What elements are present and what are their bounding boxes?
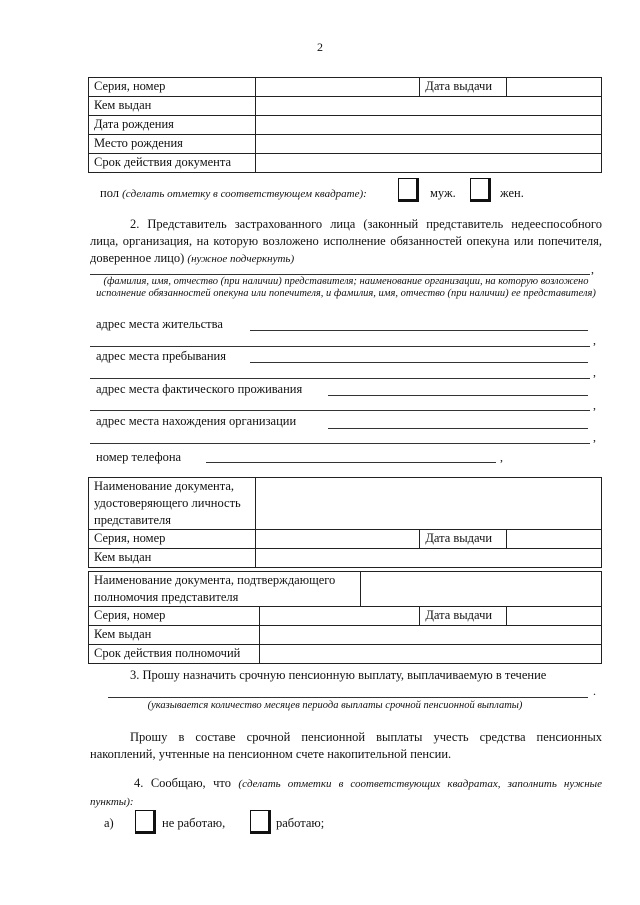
org-address-line-2[interactable] [90, 443, 590, 444]
rep-issue-date-label: Дата выдачи [420, 530, 507, 549]
auth-series-number-label: Серия, номер [89, 607, 260, 626]
section-2-body: 2. Представитель застрахованного лица (законный представитель недееспособного лица, организация, на которую возложено исполнение обязанностей опекуна или попечителя, доверенное лицо) [90, 217, 602, 265]
section-2-text [90, 216, 602, 268]
section-3-paragraph: Прошу в составе срочной пенсионной выплаты учесть средства пенсионных накоплений, учтенные на пенсионном счете накопительной пенсии. [90, 730, 602, 761]
id-doc-name-field[interactable] [255, 478, 601, 530]
working-checkbox[interactable] [250, 810, 271, 834]
birth-place-label: Место рождения [89, 135, 256, 154]
item-a-label: а) [104, 816, 114, 830]
actual-address-line-2[interactable] [90, 410, 590, 411]
validity-field[interactable] [255, 154, 601, 173]
residence-address-line-1[interactable] [250, 330, 588, 331]
residence-address-line-2[interactable] [90, 346, 590, 347]
not-working-label: не работаю, [162, 816, 226, 830]
rep-issued-by-field[interactable] [255, 549, 601, 568]
auth-series-number-field[interactable] [259, 607, 420, 626]
authority-document-table [88, 571, 602, 664]
section-4-body: 4. Сообщаю, что [134, 776, 231, 790]
section-3-text: 3. Прошу назначить срочную пенсионную выплату, выплачиваемую в течение [130, 668, 547, 682]
male-label: муж. [430, 186, 456, 200]
actual-address-label: адрес места фактического проживания [96, 382, 303, 396]
issued-by-field[interactable] [255, 97, 601, 116]
representative-id-table [88, 477, 602, 568]
payment-period-line[interactable] [108, 697, 588, 698]
org-address-line-1[interactable] [328, 428, 588, 429]
residence-address-label: адрес места жительства [96, 317, 223, 331]
payment-period-caption: (указывается количество месяцев периода выплаты срочной пенсионной выплаты) [147, 700, 523, 711]
representative-caption [90, 276, 602, 300]
auth-issue-date-field[interactable] [507, 607, 602, 626]
auth-issue-date-label: Дата выдачи [420, 607, 507, 626]
working-label: работаю; [276, 816, 325, 830]
identity-document-table [88, 77, 602, 173]
phone-line[interactable] [206, 462, 496, 463]
org-address-label: адрес места нахождения организации [96, 414, 297, 428]
auth-validity-label: Срок действия полномочий [89, 645, 260, 664]
auth-issued-by-field[interactable] [259, 626, 601, 645]
stay-address-line-2[interactable] [90, 378, 590, 379]
birth-place-field[interactable] [255, 135, 601, 154]
section-4-hint: (сделать отметки в соответствующих квадратах, заполнить нужные пункты): [90, 778, 603, 808]
auth-doc-name-field[interactable] [360, 572, 601, 607]
auth-doc-name-label: Наименование документа, подтверждающего полномочия представителя [89, 572, 361, 607]
validity-label: Срок действия документа [89, 154, 256, 173]
section-2-hint: (нужное подчеркнуть) [187, 253, 295, 265]
series-number-label: Серия, номер [89, 78, 256, 97]
gender-label-group [100, 186, 367, 201]
page-number: 2 [317, 40, 323, 54]
gender-hint: (сделать отметку в соответствующем квадрате): [122, 188, 367, 200]
rep-series-number-field[interactable] [255, 530, 420, 549]
issue-date-field[interactable] [507, 78, 602, 97]
gender-label: пол [100, 186, 120, 200]
birth-date-label: Дата рождения [89, 116, 256, 135]
representative-name-line[interactable] [90, 274, 590, 275]
rep-issued-by-label: Кем выдан [89, 549, 256, 568]
female-checkbox[interactable] [470, 178, 491, 202]
issue-date-label: Дата выдачи [420, 78, 507, 97]
stay-address-label: адрес места пребывания [96, 349, 226, 363]
auth-validity-field[interactable] [259, 645, 601, 664]
representative-caption-main: (фамилия, имя, отчество (при наличии) представителя; наименование организации, на которую возложено исполнение обязанностей опекуна или попечителя, и фамилия, имя, отчество (при наличии) [96, 276, 589, 299]
actual-address-line-1[interactable] [328, 395, 588, 396]
female-label: жен. [500, 186, 524, 200]
series-number-field[interactable] [255, 78, 420, 97]
section-4-text [90, 775, 602, 811]
rep-issue-date-field[interactable] [507, 530, 602, 549]
id-doc-name-label: Наименование документа, удостоверяющего личность представителя [89, 478, 256, 530]
male-checkbox[interactable] [398, 178, 419, 202]
rep-series-number-label: Серия, номер [89, 530, 256, 549]
issued-by-label: Кем выдан [89, 97, 256, 116]
phone-label: номер телефона [96, 450, 182, 464]
birth-date-field[interactable] [255, 116, 601, 135]
auth-issued-by-label: Кем выдан [89, 626, 260, 645]
not-working-checkbox[interactable] [135, 810, 156, 834]
stay-address-line-1[interactable] [250, 362, 588, 363]
representative-caption-tail: ее представителя) [511, 288, 596, 299]
